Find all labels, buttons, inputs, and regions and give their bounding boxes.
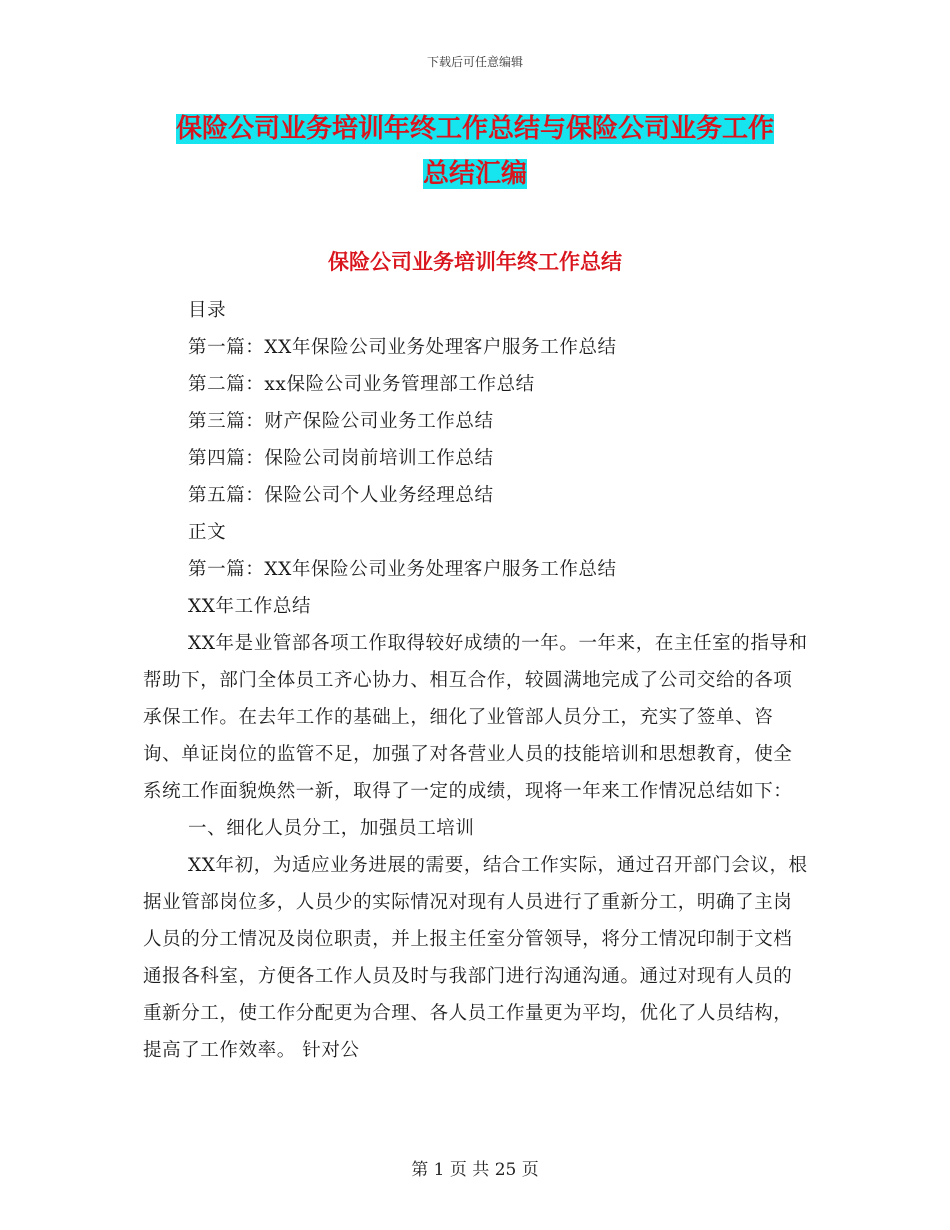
section-title: 保险公司业务培训年终工作总结 [328,250,622,274]
page-header-note: 下载后可任意编辑 [426,55,523,69]
toc-item: 第四篇：保险公司岗前培训工作总结 [188,448,494,469]
toc-item: 第三篇：财产保险公司业务工作总结 [188,411,494,432]
paragraph: XX年是业管部各项工作取得较好成绩的一年。一年来，在主任室的指导和帮助下，部门全体员工齐心协力、相互合作，较圆满地完成了公司交给的各项承保工作。在去年工作的基础上，细化了业管部人员分工，充实了签单、咨询、单证岗位的监管不足，加强了对各营业人员的技能培训和思想教育，使全系统工作面貌焕然一新，取得了一定的成绩，现将一年来工作情况总结如下： [143,633,808,802]
paragraph: XX年初，为适应业务进展的需要，结合工作实际，通过召开部门会议，根据业管部岗位多，人员少的实际情况对现有人员进行了重新分工，明确了主岗人员的分工情况及岗位职责，并上报主任室分管领导，将分工情况印制于文档通报各科室，方便各工作人员及时与我部门进行沟通沟通。通过对现有人员的重新分工，使工作分配更为合理、各人员工作量更为平均，优化了人员结构，提高了工作效率。 针对公 [143,855,808,1061]
toc-item: 第一篇：XX年保险公司业务处理客户服务工作总结 [188,337,617,358]
year-summary-heading: XX年工作总结 [188,596,312,617]
toc-heading: 目录 [188,300,227,321]
toc-item: 第二篇：xx保险公司业务管理部工作总结 [188,374,535,395]
document-title [140,107,810,197]
page-footer: 第 1 页 共 25 页 [411,1160,539,1180]
chapter-title: 第一篇：XX年保险公司业务处理客户服务工作总结 [188,559,617,580]
document-title-line-1: 保险公司业务培训年终工作总结与保险公司业务工作 [175,114,774,144]
document-body [143,292,808,1069]
toc-item: 第五篇：保险公司个人业务经理总结 [188,485,494,506]
section-heading: 一、细化人员分工，加强员工培训 [188,818,475,839]
document-title-line-2: 总结汇编 [422,159,527,189]
body-heading: 正文 [188,522,227,543]
